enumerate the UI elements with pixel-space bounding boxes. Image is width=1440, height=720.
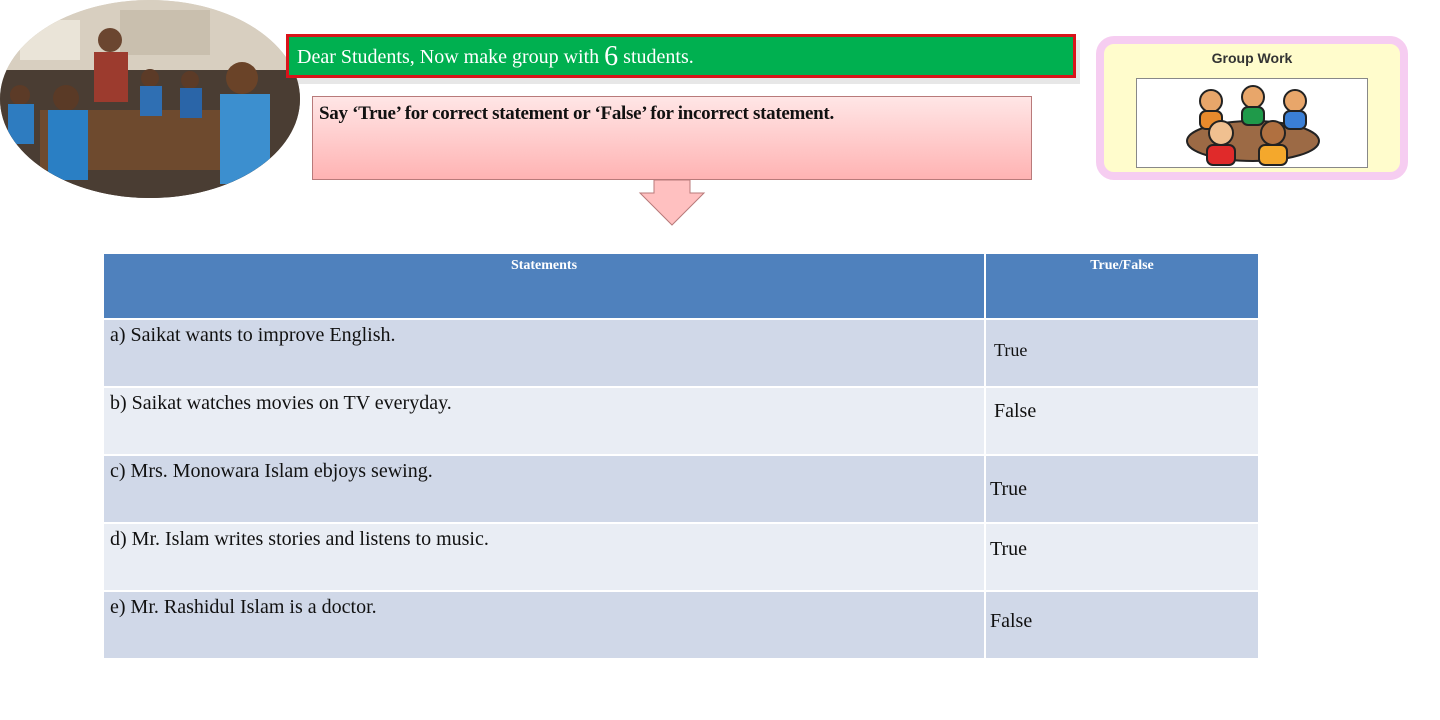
group-work-illustration bbox=[1136, 78, 1368, 168]
answer-text: True bbox=[990, 538, 1028, 560]
answer-text: True bbox=[990, 478, 1028, 500]
instruction-box bbox=[312, 96, 1032, 180]
banner-text-before: Dear Students, Now make group with bbox=[297, 46, 605, 68]
statement-cell: a) Saikat wants to improve English. bbox=[103, 319, 985, 387]
down-arrow-icon bbox=[638, 179, 706, 227]
answer-cell bbox=[985, 387, 1259, 455]
answer-text: False bbox=[990, 610, 1033, 632]
answer-cell bbox=[985, 455, 1259, 523]
group-work-title: Group Work bbox=[1211, 50, 1293, 66]
instruction-banner bbox=[286, 34, 1076, 78]
statements-table bbox=[102, 252, 1260, 660]
instruction-text: Say ‘True’ for correct statement or ‘False’ for incorrect statement. bbox=[319, 103, 834, 124]
statement-cell: e) Mr. Rashidul Islam is a doctor. bbox=[103, 591, 985, 659]
statement-cell: d) Mr. Islam writes stories and listens to music. bbox=[103, 523, 985, 591]
header-statements: Statements bbox=[103, 253, 985, 319]
answer-cell bbox=[985, 591, 1259, 659]
table-row bbox=[103, 455, 1259, 523]
table-row bbox=[103, 319, 1259, 387]
table-header-row bbox=[103, 253, 1259, 319]
table-row bbox=[103, 523, 1259, 591]
answer-text: True bbox=[994, 340, 1028, 360]
header-true-false: True/False bbox=[985, 253, 1259, 319]
answer-text: False bbox=[994, 400, 1037, 422]
statement-cell: c) Mrs. Monowara Islam ebjoys sewing. bbox=[103, 455, 985, 523]
banner-group-size: 6 bbox=[604, 41, 619, 72]
answer-cell bbox=[985, 523, 1259, 591]
answer-cell bbox=[985, 319, 1259, 387]
table-row bbox=[103, 387, 1259, 455]
group-work-card bbox=[1096, 36, 1408, 180]
table-row bbox=[103, 591, 1259, 659]
classroom-photo bbox=[0, 0, 300, 198]
statement-cell: b) Saikat watches movies on TV everyday. bbox=[103, 387, 985, 455]
banner-text-after: students. bbox=[618, 46, 694, 68]
